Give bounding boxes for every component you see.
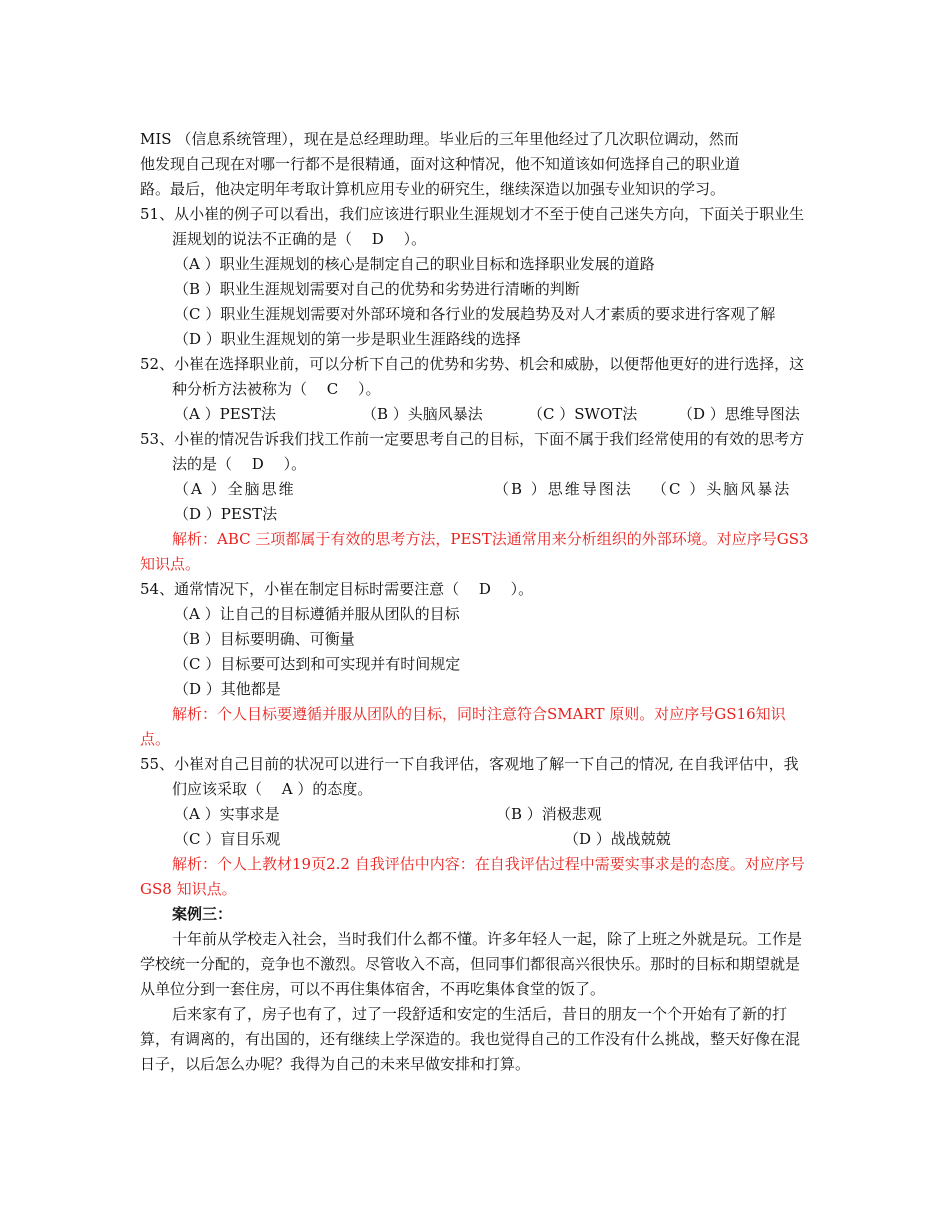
question-53-explanation: 解析：ABC 三项都属于有效的思考方法，PEST法通常用来分析组织的外部环境。对应序号GS3 知识点。 <box>140 530 809 573</box>
case-3-paragraph-2: 后来家有了，房子也有了，过了一段舒适和安定的生活后，昔日的朋友一个个开始有了新的打算，有调离的，有出国的，还有继续上学深造的。我也觉得自己的工作没有什么挑战，整天好像在混日子，以后怎么办呢？我得为自己的未来早做安排和打算。 <box>140 1005 801 1073</box>
question-54-option-a: （A ）让自己的目标遵循并服从团队的目标 <box>174 605 460 623</box>
question-51-option-c: （C ）职业生涯规划需要对外部环境和各行业的发展趋势及对人才素质的要求进行客观了解 <box>174 305 776 323</box>
question-54-option-c: （C ）目标要可达到和可实现并有时间规定 <box>174 655 461 673</box>
question-51-stem: 51、从小崔的例子可以看出，我们应该进行职业生涯规划才不至于使自己迷失方向，下面关于职业生涯规划的说法不正确的是（ D ）。 <box>140 205 805 248</box>
question-55-option-b: （B ）消极悲观 <box>496 805 602 823</box>
intro-line-3: 路。最后，他决定明年考取计算机应用专业的研究生，继续深造以加强专业知识的学习。 <box>140 180 726 198</box>
question-54-option-d: （D ）其他都是 <box>174 680 281 698</box>
case-3-paragraph-1: 十年前从学校走入社会，当时我们什么都不懂。许多年轻人一起，除了上班之外就是玩。工作是学校统一分配的，竞争也不激烈。尽管收入不高，但同事们都很高兴很快乐。那时的目标和期望就是从单位分到一套住房，可以不再住集体宿舍，不再吃集体食堂的饭了。 <box>140 930 803 998</box>
question-52-options-row <box>140 402 812 427</box>
question-51-option-b: （B ）职业生涯规划需要对自己的优势和劣势进行清晰的判断 <box>174 280 580 298</box>
question-54-explanation: 解析：个人目标要遵循并服从团队的目标，同时注意符合SMART 原则。对应序号GS16知识点。 <box>140 705 786 748</box>
question-55-option-d: （D ）战战兢兢 <box>564 830 671 848</box>
question-53-option-b: （B ）思维导图法 <box>494 480 633 498</box>
document-content <box>140 127 812 1077</box>
question-55-option-a: （A ）实事求是 <box>174 805 280 823</box>
intro-line-2: 他发现自己现在对哪一行都不是很精通，面对这种情况，他不知道该如何选择自己的职业道 <box>140 155 741 173</box>
intro-line-1: MIS （信息系统管理），现在是总经理助理。毕业后的三年里他经过了几次职位调动，然而 <box>140 130 739 148</box>
question-53-option-a: （A ）全脑思维 <box>174 480 296 498</box>
question-52-option-b: （B ）头脑风暴法 <box>362 405 483 423</box>
question-55-explanation: 解析：个人上教材19页2.2 自我评估中内容：在自我评估过程中需要实事求是的态度。对应序号GS8 知识点。 <box>140 855 805 898</box>
question-52-option-c: （C ）SWOT法 <box>528 405 638 423</box>
question-54-option-b: （B ）目标要明确、可衡量 <box>174 630 355 648</box>
question-53-stem: 53、小崔的情况告诉我们找工作前一定要思考自己的目标，下面不属于我们经常使用的有效的思考方法的是（ D ）。 <box>140 430 805 473</box>
question-51-option-a: （A ）职业生涯规划的核心是制定自己的职业目标和选择职业发展的道路 <box>174 255 655 273</box>
question-53-option-c: （C ）头脑风暴法 <box>652 480 792 498</box>
question-55-option-c: （C ）盲目乐观 <box>174 830 281 848</box>
question-52-option-a: （A ）PEST法 <box>174 405 276 423</box>
question-55-options-row-1 <box>140 802 812 827</box>
question-52-stem: 52、小崔在选择职业前，可以分析下自己的优势和劣势、机会和威胁，以便帮他更好的进行选择，这种分析方法被称为（ C ）。 <box>140 355 805 398</box>
question-52-option-d: （D ）思维导图法 <box>678 405 800 423</box>
question-53-option-d: （D ）PEST法 <box>174 505 278 523</box>
question-51-option-d: （D ）职业生涯规划的第一步是职业生涯路线的选择 <box>174 330 521 348</box>
question-54-stem: 54、通常情况下，小崔在制定目标时需要注意（ D ）。 <box>140 580 534 598</box>
question-55-options-row-2 <box>140 827 812 852</box>
case-3-title: 案例三： <box>172 905 233 923</box>
question-53-options-row <box>140 477 812 502</box>
question-55-stem: 55、小崔对自己目前的状况可以进行一下自我评估，客观地了解一下自己的情况, 在自我评估中，我们应该采取（ A ）的态度。 <box>140 755 799 798</box>
